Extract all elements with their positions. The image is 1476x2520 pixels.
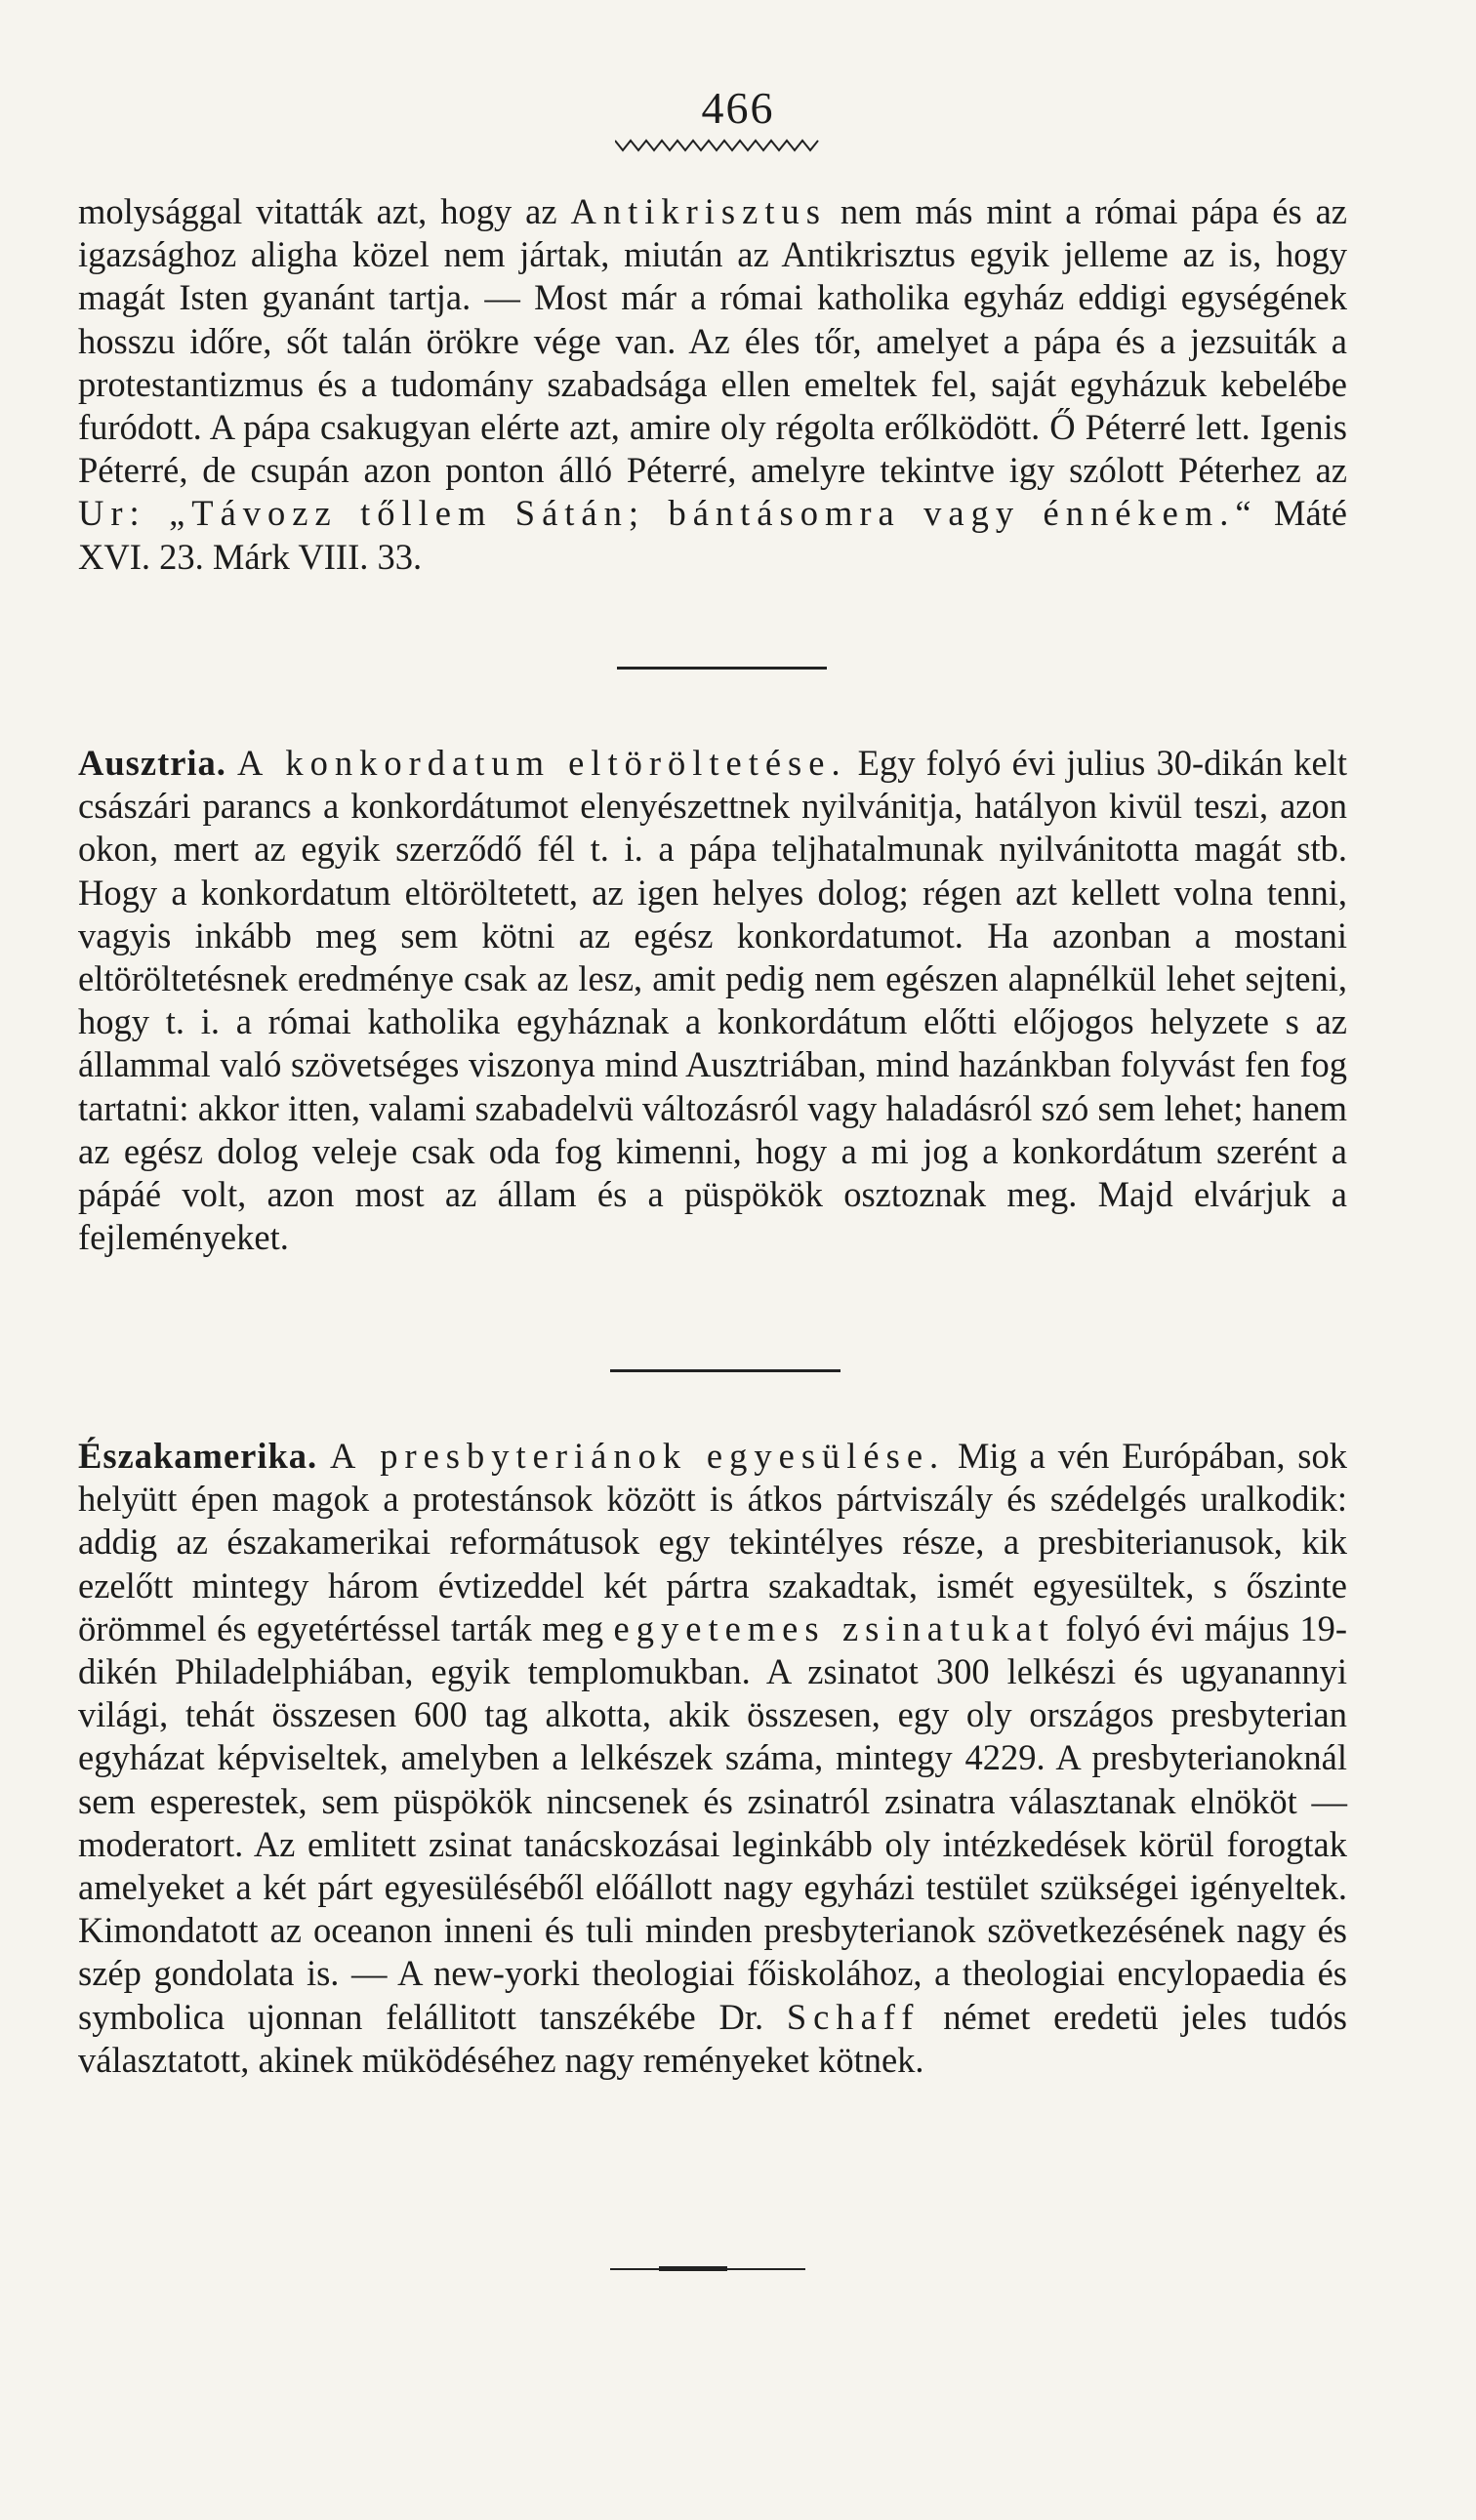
section-heading-ausztria: Ausztria. xyxy=(78,743,226,783)
section-ausztria-text: Egy folyó évi julius 30-dikán kelt császári parancs a konkordátumot elenyészettnek nyilvánitja, hatályon kivül teszi, azon okon, mert az egyik szerződő fél t. i. a pápa teljhatalmunak nyilvánitotta magát stb. Hogy a konkordatum eltöröltetett, az igen helyes dolog; régen azt kellett volna tenni, vagyis inkább meg sem kötni az egész konkordatumot. Ha azonban a mostani eltöröltetésnek eredménye csak az lesz, amit pedig nem egészen alapnélkül lehet sejteni, hogy t. i. a római katholika egyháznak a konkordátum előtti előjogos helyzete s az állammal való szövetséges viszonya mind Ausztriában, mind hazánkban folyvást fen fog tartatni: akkor itten, valami szabadelvü változásról vagy haladásról szó sem lehet; hanem az egész dolog veleje csak oda fog kimenni, hogy a mi jog a konkordátum szerént a pápáé volt, azon most az állam és a püspökök osztoznak meg. Majd elvárjuk a fejleményeket. xyxy=(78,743,1347,1258)
page-number: 466 xyxy=(701,83,775,133)
section-divider-2 xyxy=(610,1369,840,1372)
paragraph-1-text-b: nem más mint a római pápa és az igazsághoz aligha közel nem jártak, miután az Antikrisztus egyik jelleme az is, hogy magát Isten gyanánt tartja. — Most már a római katholika egyház eddigi egységének hosszu időre, sőt talán örökre vége van. Az éles tőr, amelyet a pápa és a jezsuiták a protestantizmus és a tudomány szabadsága ellen emeltek fel, saját egyházuk kebelébe furódott. A pápa csakugyan elérte azt, amire oly régolta erőlködött. Ő Péterré lett. Igenis Péterré, de csupán azon ponton álló Péterré, amelyre tekintve igy szólott Péterhez az xyxy=(78,191,1347,491)
section-eszakamerika xyxy=(78,1435,1347,2082)
paragraph-1-text-c: Máté XVI. 23. Márk VIII. 33. xyxy=(78,493,1348,577)
section-ausztria xyxy=(78,742,1347,1259)
ornament-zigzag-icon xyxy=(615,137,820,154)
paragraph-1-spaced-quote: Ur: „Távozz tőllem Sátán; bántásomra vagy énnékem.“ xyxy=(78,493,1258,534)
section-eszakamerika-text-a: Mig a vén Európában, sok helyütt épen magok a protestánsok között is átkos pártviszály és szédelgés uralkodik: addig az északamerikai reformátusok egy tekintélyes része, a presbiterianusok, kik ezelőtt mintegy három évtizeddel két pártra szakadtak, ismét egyesültek, s őszinte örömmel és egyetértéssel tarták meg xyxy=(78,1436,1348,1648)
section-heading-eszakamerika: Északamerika. xyxy=(78,1436,318,1476)
section-eszakamerika-spaced-zsinat: egyetemes zsinatukat xyxy=(613,1607,1055,1648)
section-eszakamerika-text-c: német eredetü jeles tudós választatott, akinek müködéséhez nagy reményeket kötnek. xyxy=(78,1996,1348,2080)
section-divider-1 xyxy=(617,667,827,670)
section-title-konkordatum: A konkordatum eltöröltetése. xyxy=(237,743,847,783)
section-eszakamerika-text-b: folyó évi május 19-dikén Philadelphiában, egyik templomukban. A zsinatot 300 lelkészi és ugyanannyi világi, tehát összesen 600 tag alkotta, akik összesen, egy oly országos presbyterian egyházat képviseltek, amelyben a lelkészek száma, mintegy 4229. A presbyterianoknál sem esperestek, sem püspökök nincsenek és zsinatról zsinatra választanak elnököt — moderatort. Az emlitett zsinat tanácskozásai leginkább oly intézkedések körül forogtak amelyeket a két párt egyesüléséből előállott nagy egyházi testület szükségei igényeltek. Kimondatott az oceanon inneni és tuli minden presbyterianok szövetkezésének nagy és szép gondolata is. — A new-yorki theologiai főiskolához, a theologiai encylopaedia és symbolica ujonnan felállitott tanszékébe Dr. xyxy=(78,1607,1347,2037)
section-eszakamerika-spaced-schaff: Schaff xyxy=(786,1996,921,2037)
section-title-presbyterianok: A presbyteriánok egyesülése. xyxy=(330,1436,946,1476)
paragraph-antichrist xyxy=(78,190,1347,579)
end-divider-center xyxy=(659,2266,727,2271)
paragraph-1-spaced-antikrisztus: Antikrisztus xyxy=(570,191,827,231)
paragraph-1-text-a: molysággal vitatták azt, hogy az xyxy=(78,191,571,231)
